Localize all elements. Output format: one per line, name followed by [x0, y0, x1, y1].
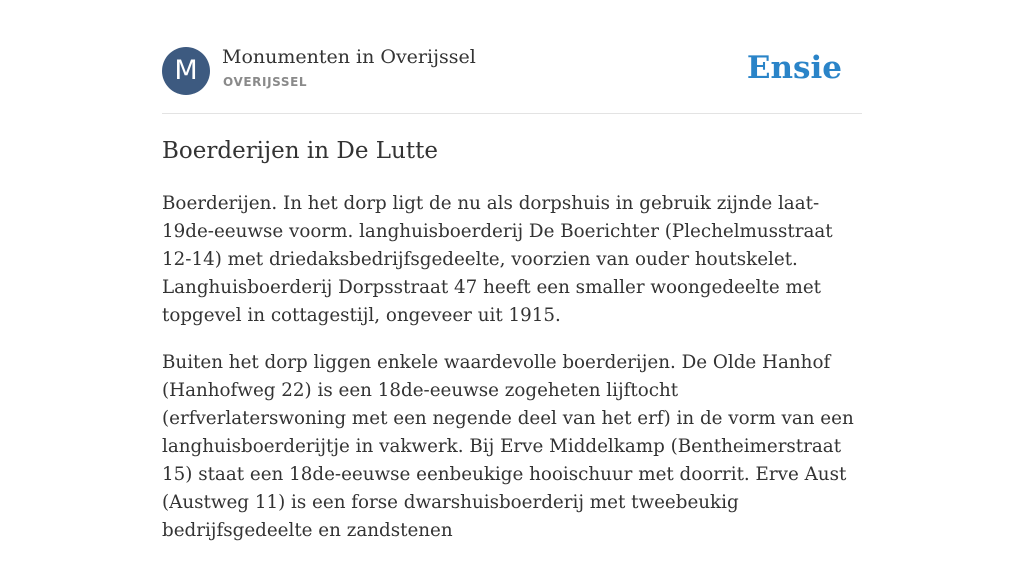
- article-body: [162, 190, 860, 564]
- ensie-logo[interactable]: Ensie: [746, 50, 842, 86]
- article-title: Boerderijen in De Lutte: [162, 138, 438, 164]
- header-divider: [162, 113, 862, 114]
- site-header: [162, 46, 862, 96]
- article-paragraph: Buiten het dorp liggen enkele waardevolle boerderijen. De Olde Hanhof (Hanhofweg 22) is een 18de-eeuwse zogeheten lijftocht (erfverlaterswoning met een negende deel van het erf) in de vorm van een langhuisboerderijtje in vakwerk. Bij Erve Middelkamp (Bentheimerstraat 15) staat een 18de-eeuwse eenbeukige hooischuur met doorrit. Erve Aust (Austweg 11) is een forse dwarshuisboerderij met tweebeukig bedrijfsgedeelte en zandstenen: [162, 352, 854, 541]
- site-subtitle: OVERIJSSEL: [223, 75, 308, 89]
- avatar[interactable]: M: [162, 47, 210, 95]
- site-title-link[interactable]: Monumenten in Overijssel: [222, 46, 476, 68]
- article-paragraph: Boerderijen. In het dorp ligt de nu als dorpshuis in gebruik zijnde laat-19de-eeuwse voorm. langhuisboerderij De Boerichter (Plechelmusstraat 12-14) met driedaksbedrijfsgedeelte, voorzien van ouder houtskelet. Langhuisboerderij Dorpsstraat 47 heeft een smaller woongedeelte met topgevel in cottagestijl, ongeveer uit 1915.: [162, 193, 833, 326]
